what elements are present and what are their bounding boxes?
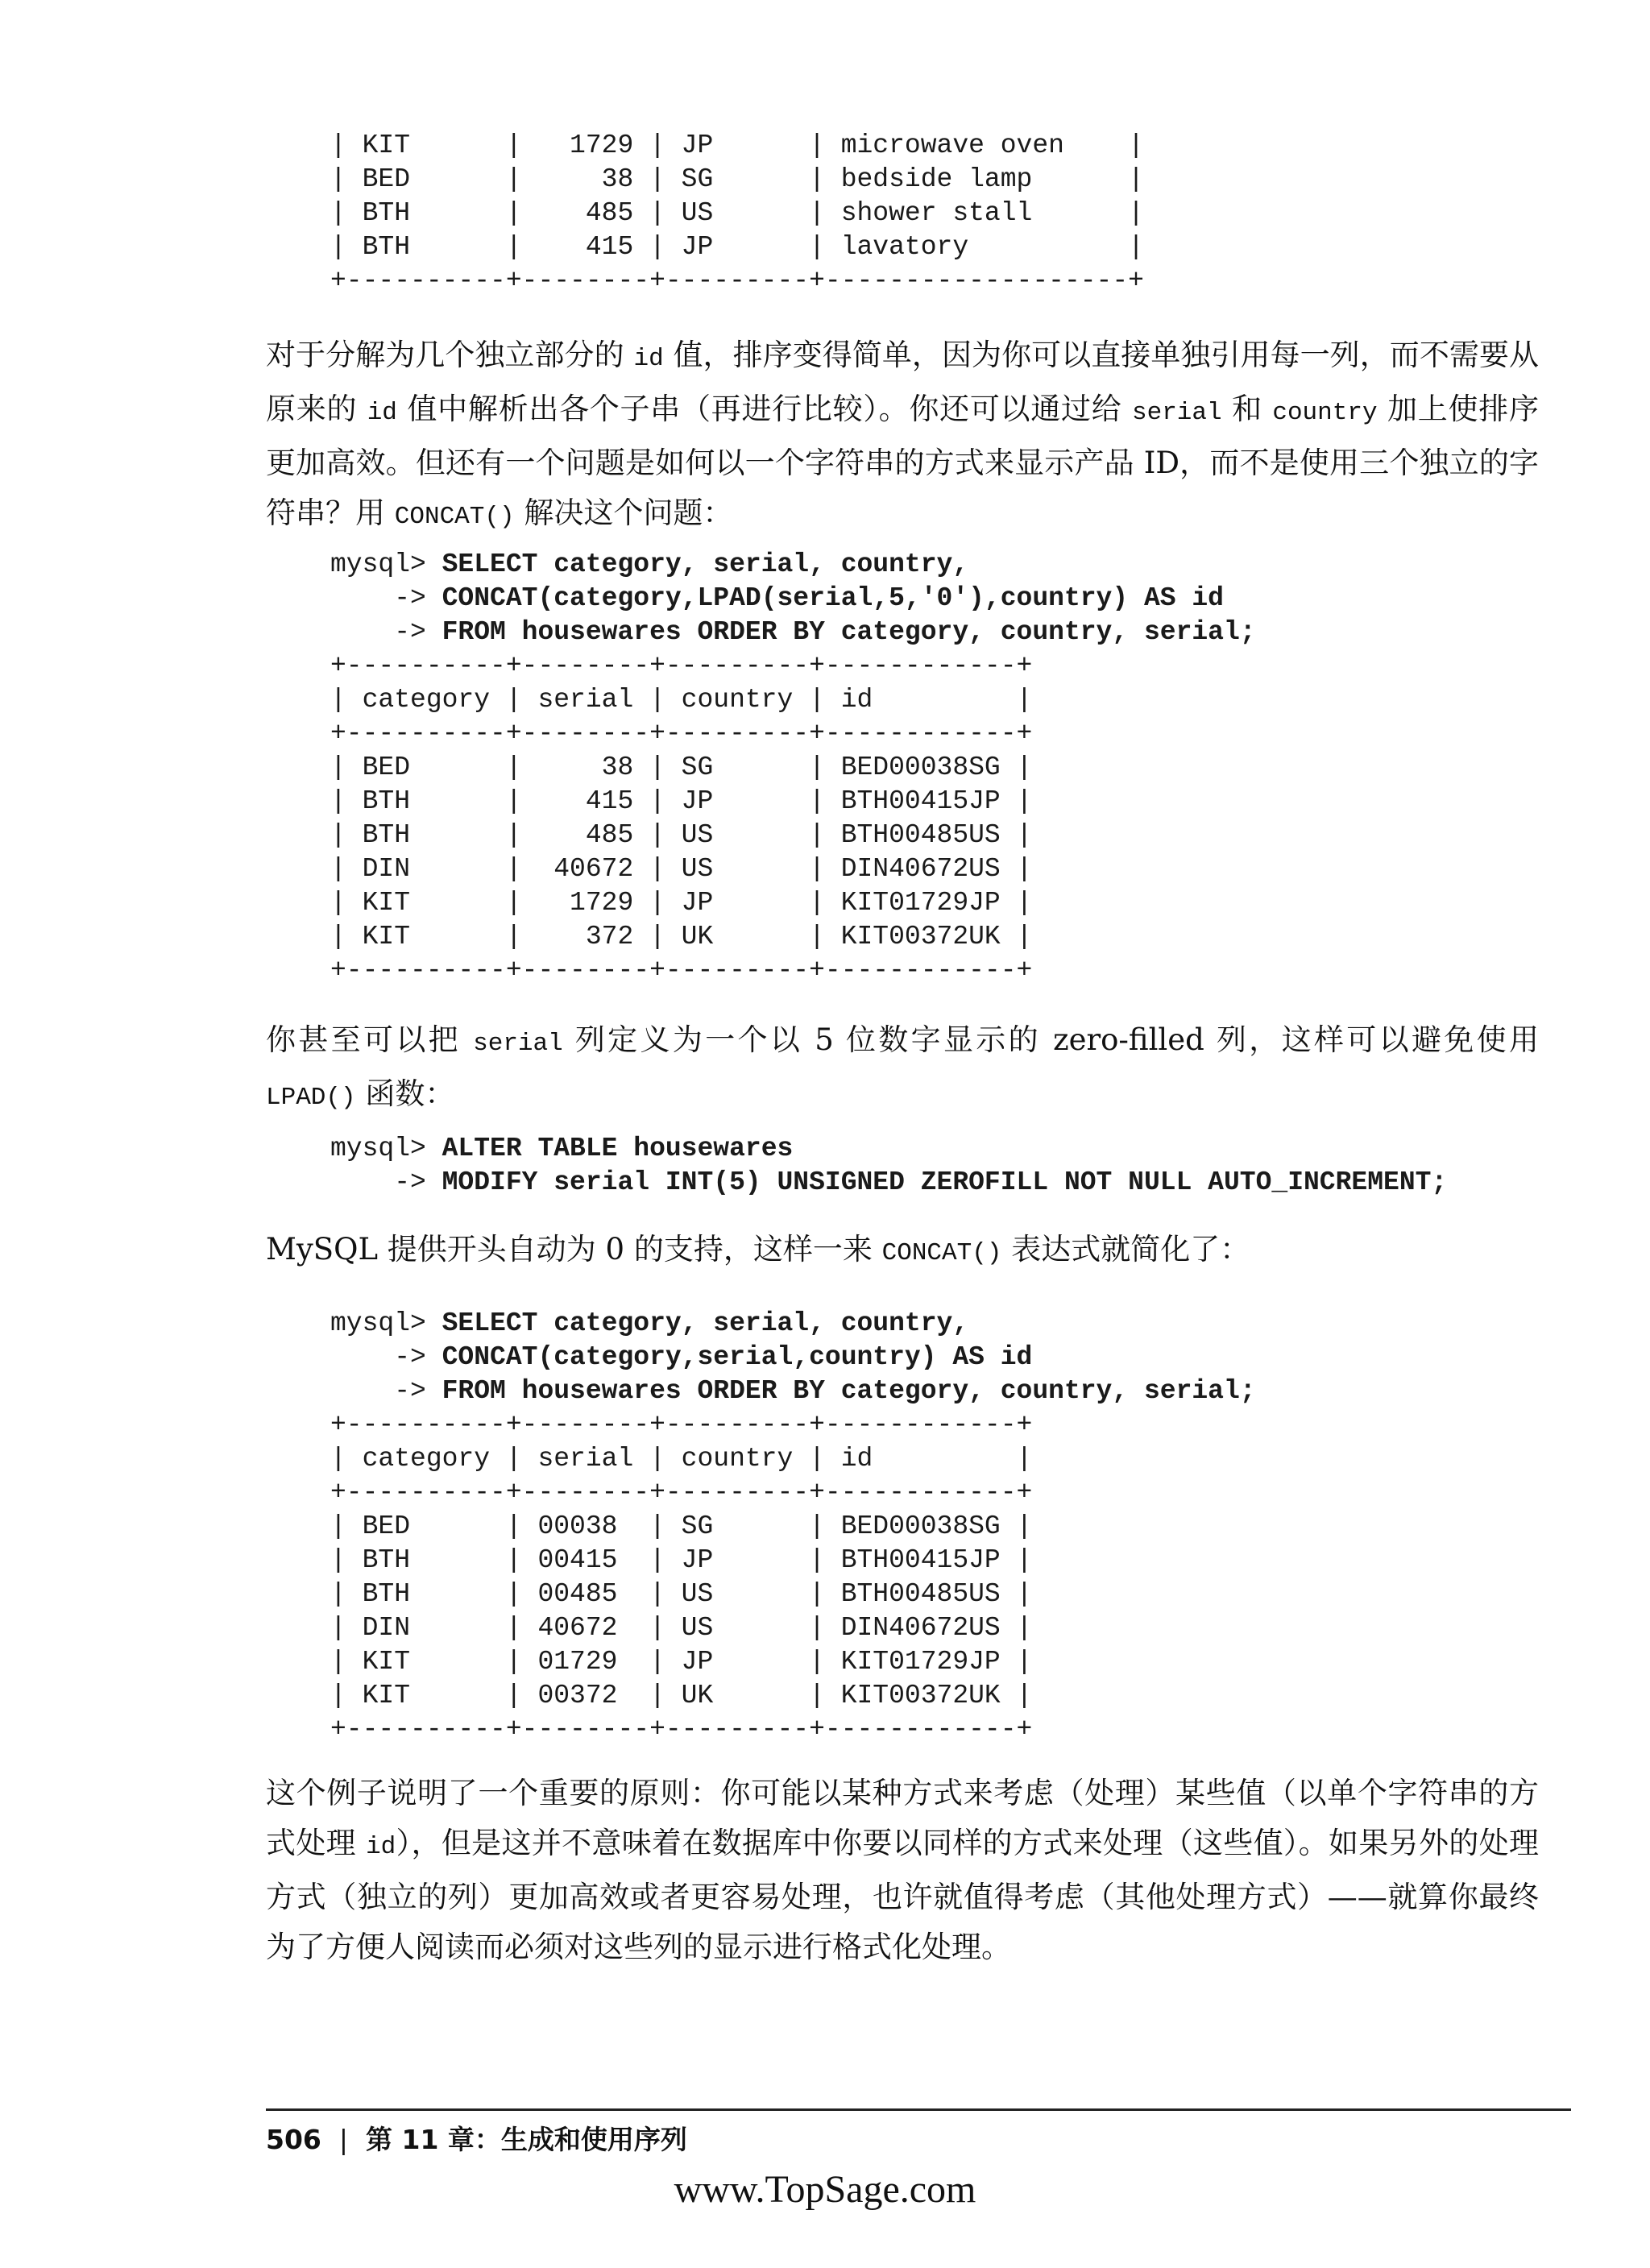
paragraph-2: [266, 1015, 1539, 1123]
sql-line: FROM housewares ORDER BY category, country, serial;: [442, 617, 1256, 647]
table-row: | BTH | 00485 | US | BTH00485US |: [330, 1579, 1033, 1609]
inline-code: CONCAT(): [394, 503, 515, 531]
sql-query-2: [330, 1132, 1447, 1200]
result-table-1: [330, 649, 1032, 988]
prompt: ->: [330, 1376, 442, 1406]
table-row: | BED | 00038 | SG | BED00038SG |: [330, 1511, 1033, 1541]
prompt: ->: [330, 583, 442, 613]
sql-query-1: [330, 548, 1256, 649]
table-border: +----------+--------+---------+------------+: [330, 1410, 1033, 1440]
text: ），但是这并不意味着在数据库中你要以同样的方式来处理（这些值）。如果另外的处理方式（独立的列）更加高效或者更容易处理，也许就值得考虑（其他处理方式）——就算你最终为了方便人阅读而必须对这些列的显示进行格式化处理。: [266, 1826, 1540, 1964]
prompt: mysql>: [330, 1308, 442, 1338]
table-border: +----------+--------+---------+------------+: [330, 719, 1033, 748]
sql-line: CONCAT(category,serial,country) AS id: [442, 1342, 1033, 1372]
text: 和: [1221, 392, 1273, 426]
table-border: +----------+--------+---------+-------------------+: [330, 266, 1144, 296]
page-number: 506: [266, 2124, 321, 2155]
page-footer: [266, 2119, 687, 2157]
table-border: +----------+--------+---------+------------+: [330, 956, 1033, 985]
inline-code: serial: [1131, 399, 1222, 427]
text: 解决这个问题：: [514, 495, 733, 530]
site-watermark: www.TopSage.com: [674, 2168, 976, 2211]
text: 列定义为一个以 5 位数字显示的 zero-filled 列，这样可以避免使用: [562, 1022, 1539, 1057]
table-row: | KIT | 01729 | JP | KIT01729JP |: [330, 1647, 1033, 1677]
table-row: | BTH | 415 | JP | BTH00415JP |: [330, 786, 1033, 816]
sql-line: CONCAT(category,LPAD(serial,5,'0'),country) AS id: [442, 583, 1224, 613]
table-row: | BTH | 485 | US | shower stall |: [330, 198, 1144, 228]
table-border: +----------+--------+---------+------------+: [330, 1714, 1033, 1744]
table-row: | DIN | 40672 | US | DIN40672US |: [330, 854, 1033, 884]
sql-query-3: [330, 1307, 1256, 1408]
table-header: | category | serial | country | id |: [330, 1444, 1033, 1474]
chapter-title: 第 11 章：生成和使用序列: [366, 2124, 687, 2155]
table-row: | BED | 38 | SG | BED00038SG |: [330, 753, 1033, 782]
inline-code: id: [633, 345, 664, 373]
sql-line: MODIFY serial INT(5) UNSIGNED ZEROFILL NOT NULL AUTO_INCREMENT;: [442, 1167, 1448, 1197]
paragraph-3: [266, 1225, 1539, 1279]
table-row: | BED | 38 | SG | bedside lamp |: [330, 164, 1144, 194]
inline-code: id: [366, 1833, 396, 1861]
text: 你甚至可以把: [266, 1022, 474, 1057]
table-row: | DIN | 40672 | US | DIN40672US |: [330, 1613, 1033, 1643]
sql-line: FROM housewares ORDER BY category, country, serial;: [442, 1376, 1256, 1406]
text: 这个例子说明了一个重要的原则：你可能以某种方式来考虑（处理）某些值（以单个字符串的方式处理: [266, 1776, 1539, 1860]
result-table-2: [330, 1408, 1032, 1747]
prompt: ->: [330, 1342, 442, 1372]
sql-line: SELECT category, serial, country,: [442, 1308, 969, 1338]
text: 值中解析出各个子串（再进行比较）。你还可以通过给: [396, 392, 1132, 426]
prompt: ->: [330, 1167, 442, 1197]
table-row: | BTH | 00415 | JP | BTH00415JP |: [330, 1545, 1033, 1575]
table-border: +----------+--------+---------+------------+: [330, 1478, 1033, 1507]
top-table-tail: [330, 129, 1144, 298]
text: 表达式就简化了：: [1001, 1232, 1250, 1267]
table-row: | KIT | 372 | UK | KIT00372UK |: [330, 922, 1033, 952]
table-row: | BTH | 415 | JP | lavatory |: [330, 232, 1144, 262]
text: 函数：: [355, 1076, 455, 1111]
footer-divider: [266, 2108, 1571, 2111]
inline-code: serial: [473, 1030, 563, 1058]
prompt: mysql>: [330, 549, 442, 579]
table-row: | KIT | 1729 | JP | microwave oven |: [330, 131, 1144, 160]
text: 对于分解为几个独立部分的: [266, 338, 634, 372]
paragraph-1: [266, 330, 1539, 542]
prompt: mysql>: [330, 1134, 442, 1163]
inline-code: CONCAT(): [881, 1239, 1002, 1267]
text: 加上使排序更加高效。但还有一个问题是如何以一个字符串的方式来显示产品 ID，而不是使用三个独立的字符串？用: [266, 392, 1540, 530]
table-row: | KIT | 00372 | UK | KIT00372UK |: [330, 1681, 1033, 1710]
text: 值，排序变得简单，因为你可以直接单独引用每一列，而不需要从原来的: [266, 338, 1540, 426]
footer-separator: |: [338, 2124, 349, 2155]
table-border: +----------+--------+---------+------------+: [330, 651, 1033, 681]
prompt: ->: [330, 617, 442, 647]
paragraph-4: [266, 1768, 1539, 1972]
sql-line: ALTER TABLE housewares: [442, 1134, 794, 1163]
table-row: | KIT | 1729 | JP | KIT01729JP |: [330, 888, 1033, 918]
text: MySQL 提供开头自动为 0 的支持，这样一来: [266, 1232, 882, 1267]
table-row: | BTH | 485 | US | BTH00485US |: [330, 820, 1033, 850]
table-header: | category | serial | country | id |: [330, 685, 1033, 715]
inline-code: country: [1272, 399, 1378, 427]
inline-code: id: [367, 399, 397, 427]
inline-code: LPAD(): [266, 1084, 356, 1112]
sql-line: SELECT category, serial, country,: [442, 549, 969, 579]
